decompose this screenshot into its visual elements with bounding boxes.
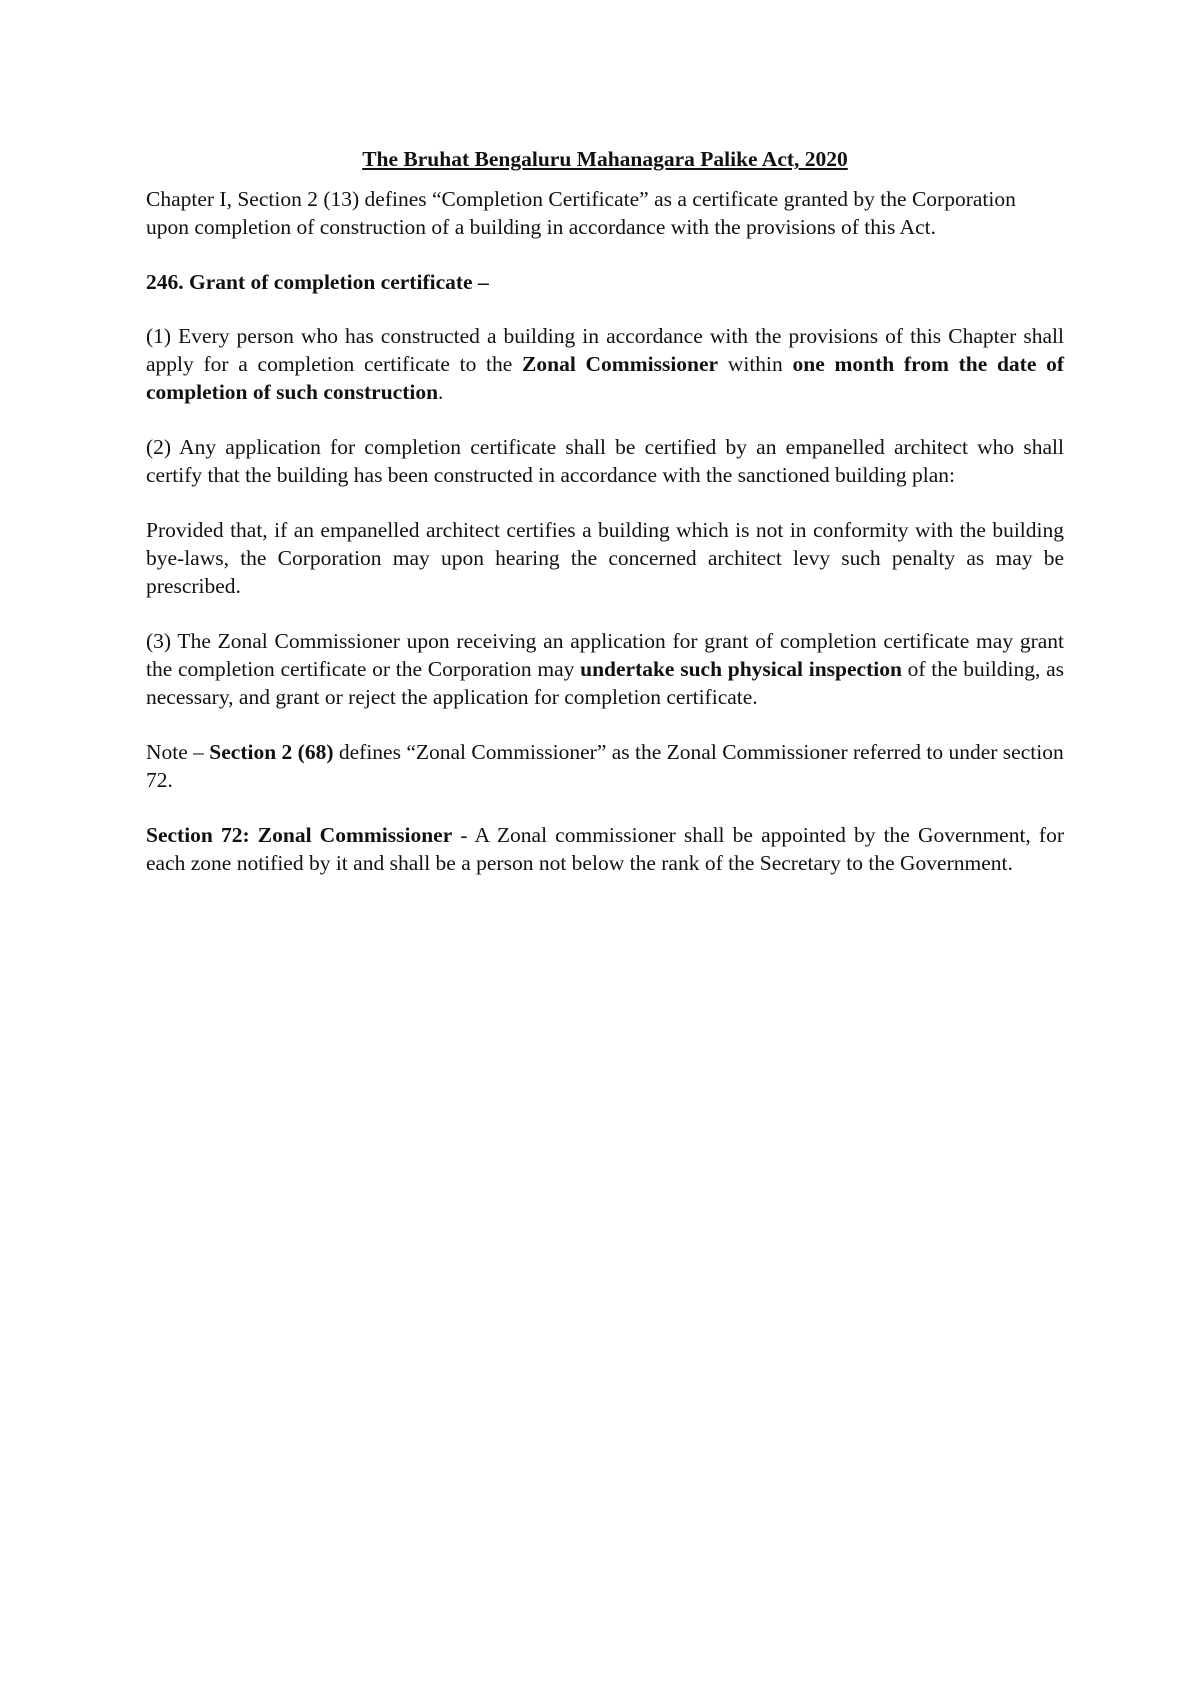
clause-3-text-b: of the building, as necessary, and grant or reject the application for completion certificate.	[146, 657, 1064, 709]
clause-1-bold-zonal-commissioner: Zonal Commissioner	[522, 352, 719, 376]
note-paragraph	[146, 738, 1064, 794]
clause-3-text-a: (3) The Zonal Commissioner upon receiving an application for grant of completion certificate may grant the completion certificate or the Corporation may	[146, 629, 1064, 681]
section-246-heading: 246. Grant of completion certificate –	[146, 270, 489, 294]
note-bold-section: Section 2 (68)	[209, 740, 334, 764]
section-72-text: - A Zonal commissioner shall be appointed by the Government, for each zone notified by it and shall be a person not below the rank of the Secretary to the Government.	[146, 823, 1064, 875]
clause-1-bold-deadline: one month from the date of completion of such construction	[146, 352, 1065, 404]
clause-1-text-a: (1) Every person who has constructed a building in accordance with the provisions of this Chapter shall apply for a completion certificate to the	[146, 324, 1064, 376]
note-label: Note –	[146, 740, 210, 764]
intro-paragraph: Chapter I, Section 2 (13) defines “Completion Certificate” as a certificate granted by the Corporation upon completion of construction of a building in accordance with the provisions of this Act.	[146, 187, 1016, 239]
note-text: defines “Zonal Commissioner” as the Zonal Commissioner referred to under section 72.	[146, 740, 1064, 792]
document-body	[146, 145, 1064, 904]
clause-1-paragraph	[146, 322, 1064, 406]
clause-2-paragraph: (2) Any application for completion certificate shall be certified by an empanelled architect who shall certify that the building has been constructed in accordance with the sanctioned building plan:	[146, 435, 1064, 487]
document-title: The Bruhat Bengaluru Mahanagara Palike Act, 2020	[362, 147, 848, 171]
section-72-paragraph	[146, 821, 1064, 877]
section-72-bold-heading: Section 72: Zonal Commissioner	[146, 823, 453, 847]
clause-3-bold-inspection: undertake such physical inspection	[580, 657, 902, 681]
clause-3-paragraph	[146, 627, 1064, 711]
proviso-paragraph: Provided that, if an empanelled architect certifies a building which is not in conformity with the building bye-laws, the Corporation may upon hearing the concerned architect levy such penalty as may be prescribed.	[146, 518, 1064, 598]
clause-1-text-c: .	[438, 380, 444, 404]
clause-1-text-b: within	[718, 352, 793, 376]
